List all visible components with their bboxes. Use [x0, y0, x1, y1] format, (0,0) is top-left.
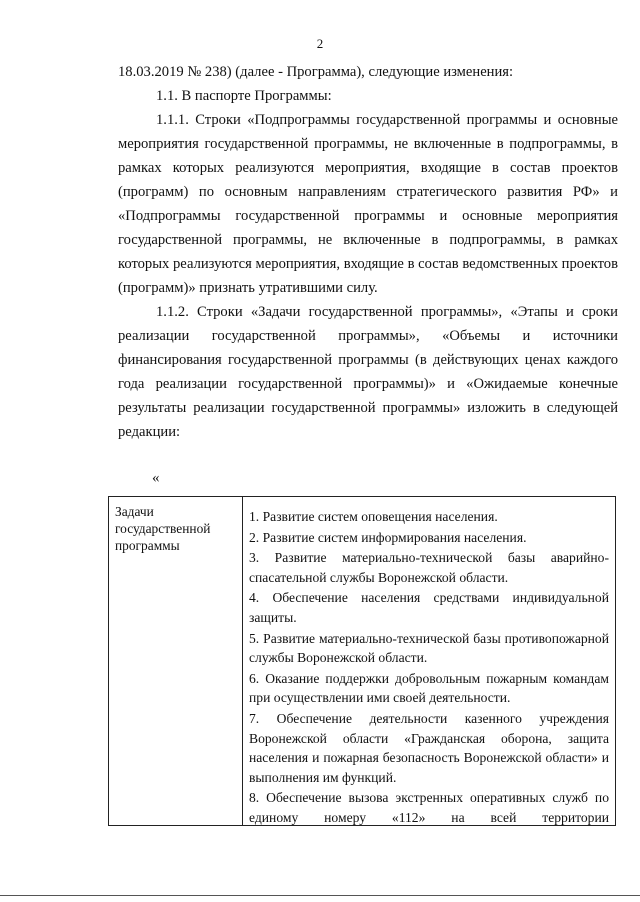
table-right-cell — [243, 497, 615, 825]
task-item: 5. Развитие материально-технической базы противопожарной службы Воронежской области. — [249, 630, 609, 666]
task-item: 8. Обеспечение вызова экстренных оперативных служб по единому номеру «112» на всей территории — [249, 790, 609, 825]
document-body — [118, 60, 618, 444]
paragraph-1-1: 1.1. В паспорте Программы: — [156, 88, 332, 104]
task-item: 1. Развитие систем оповещения населения. — [249, 509, 498, 524]
paragraph-1-1-1: 1.1.1. Строки «Подпрограммы государственной программы и основные мероприятия государственной программы, не включенные в подпрограммы, в рамках которых реализуются мероприятия, входящие в состав проектов (программ) по основным направлениям стратегического развития РФ» и «Подпрограммы государственной программы и основные мероприятия государственной программы, не включенные в подпрограммы, в рамках которых реализуются мероприятия, входящие в состав ведомственных проектов (программ)» признать утратившими силу. — [118, 112, 618, 296]
task-item: 7. Обеспечение деятельности казенного учреждения Воронежской области «Гражданская оборона, защита населения и пожарная безопасность Воронежской области» и выполнения им функций. — [249, 710, 609, 785]
task-item: 2. Развитие систем информирования населения. — [249, 529, 527, 545]
task-item: 6. Оказание поддержки добровольным пожарным командам при осуществлении ими своей деятельности. — [249, 670, 609, 706]
paragraph-intro: 18.03.2019 № 238) (далее - Программа), следующие изменения: — [118, 64, 514, 80]
footer-rule — [0, 895, 640, 896]
task-item: 3. Развитие материально-технической базы аварийно-спасательной службы Воронежской области. — [249, 550, 609, 585]
table-left-header: Задачи государственной программы — [109, 497, 243, 825]
program-table — [108, 496, 616, 826]
page-number: 2 — [316, 36, 324, 51]
task-item: 4. Обеспечение населения средствами индивидуальной защиты. — [249, 590, 609, 625]
opening-quote: « — [152, 470, 160, 486]
paragraph-1-1-2: 1.1.2. Строки «Задачи государственной программы», «Этапы и сроки реализации государственной программы», «Объемы и источники финансирования государственной программы (в действующих ценах каждого года реализации государственной программы)» и «Ожидаемые конечные результаты реализации государственной программы» изложить в следующей редакции: — [118, 304, 618, 440]
